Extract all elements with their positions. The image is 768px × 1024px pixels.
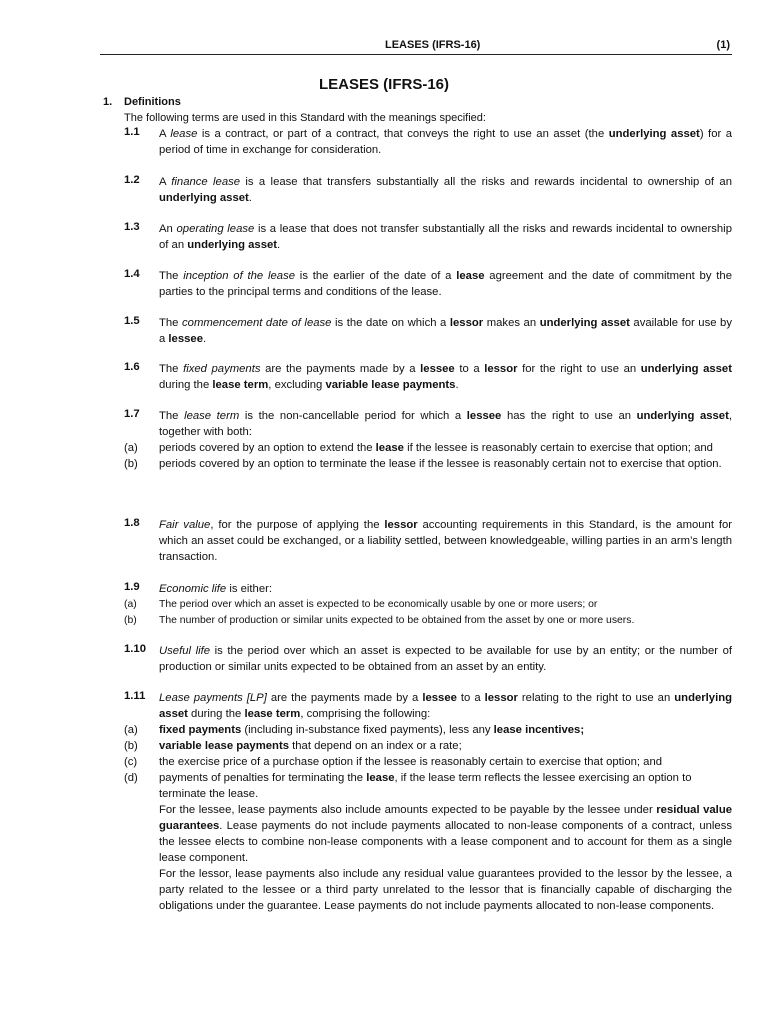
definition-1-11 [124, 690, 732, 914]
list-label: (a) [124, 724, 138, 736]
bold-term: lessor [484, 363, 518, 375]
def-text: , excluding [268, 379, 326, 391]
def-text: is either: [226, 583, 273, 595]
bold-term: residual value guarantees [159, 804, 733, 832]
def-text: A [159, 128, 171, 140]
defined-term: finance lease [171, 176, 241, 188]
bold-term: lease incentives; [493, 724, 585, 736]
list-text: The period over which an asset is expected to be economically usable by one or more users; or [159, 599, 598, 610]
list-item [124, 770, 732, 802]
bold-term: variable lease payments [325, 379, 456, 391]
list-text: The number of production or similar units expected to be obtained from the asset by one or more users. [159, 615, 635, 626]
list-label: (d) [124, 772, 138, 784]
definition-1-4 [124, 268, 732, 300]
bold-term: lessee [420, 363, 455, 375]
bold-term: lessee [422, 692, 457, 704]
list-text: , if the lease term reflects the lessee exercising an option to terminate the lease. [159, 772, 692, 800]
definition-number: 1.3 [124, 221, 140, 233]
def-text: , for the purpose of applying the [210, 519, 385, 531]
bold-term: underlying asset [539, 317, 630, 329]
definition-1-8 [124, 517, 732, 565]
def-text: are the payments made by a [260, 363, 421, 375]
definition-1-1 [124, 126, 732, 158]
def-text: makes an [483, 317, 540, 329]
def-text: A [159, 176, 172, 188]
bold-term: lessor [384, 519, 418, 531]
def-text: , comprising the following: [300, 708, 431, 720]
definition-1-10 [124, 643, 732, 675]
defined-term: lease [170, 128, 198, 140]
header-title: LEASES (IFRS-16) [385, 39, 481, 51]
def-text: available for use by a [159, 317, 732, 345]
defined-term: inception of the lease [183, 270, 296, 282]
list-label: (b) [124, 615, 137, 626]
para-text: For the lessee, lease payments also include amounts expected to be payable by the lessee under [159, 804, 657, 816]
def-text: are the payments made by a [266, 692, 423, 704]
bold-term: fixed payments [159, 724, 242, 736]
def-text: The [159, 363, 184, 375]
def-text: relating to the right to use an [517, 692, 675, 704]
list-text: (including in-substance fixed payments), less any [241, 724, 494, 736]
defined-term: operating lease [176, 223, 255, 235]
bold-term: lessee [168, 333, 203, 345]
definition-number: 1.2 [124, 174, 140, 186]
bold-term: lease [366, 772, 395, 784]
definition-number: 1.8 [124, 517, 140, 529]
def-text: is the date on which a [331, 317, 450, 329]
definition-1-7 [124, 408, 732, 472]
defined-term: commencement date of lease [182, 317, 332, 329]
definition-1-9 [124, 581, 732, 629]
def-text: for the right to use an [517, 363, 641, 375]
def-text: is a lease that does not transfer substantially all the risks and rewards incidental to ownership of an [159, 223, 732, 251]
defined-term: lease term [184, 410, 240, 422]
definition-number: 1.7 [124, 408, 140, 420]
list-item [124, 754, 732, 770]
bold-term: lease term [212, 379, 269, 391]
bold-term: underlying asset [640, 363, 732, 375]
definition-1-6 [124, 361, 732, 393]
defined-term: Lease payments [LP] [159, 692, 267, 704]
def-text: is a contract, or part of a contract, that conveys the right to use an asset (the [197, 128, 609, 140]
def-text: . [202, 333, 207, 345]
list-text: periods covered by an option to extend the [159, 442, 376, 454]
running-header [100, 38, 732, 55]
def-text: to a [456, 692, 485, 704]
section-title: Definitions [124, 96, 181, 108]
lessee-paragraph [159, 802, 732, 866]
def-text: . [248, 192, 252, 204]
def-text: during the [187, 708, 245, 720]
section-intro: The following terms are used in this Standard with the meanings specified: [124, 112, 486, 124]
list-item [124, 738, 732, 754]
definition-number: 1.11 [124, 690, 146, 702]
def-text: is the earlier of the date of a [295, 270, 457, 282]
def-text: The [159, 317, 183, 329]
section-number: 1. [103, 96, 113, 108]
bold-term: lease term [244, 708, 301, 720]
def-text: has the right to use an [501, 410, 637, 422]
list-text: that depend on an index or a rate; [289, 740, 462, 752]
def-text: agreement and the date of commitment by the parties to the principal terms and conditions of the lease. [159, 270, 732, 298]
def-text: ) for a period of time in exchange for consideration. [159, 128, 732, 156]
def-text: , together with both: [159, 410, 732, 438]
def-text: . [455, 379, 459, 391]
list-item [124, 456, 732, 472]
defined-term: Economic life [159, 583, 227, 595]
list-item [124, 722, 732, 738]
bold-term: lease [375, 442, 404, 454]
def-text: The [159, 270, 184, 282]
def-text: is the non-cancellable period for which a [239, 410, 467, 422]
list-text: if the lessee is reasonably certain to exercise that option; and [403, 442, 713, 454]
list-text: payments of penalties for terminating the [159, 772, 367, 784]
definition-number: 1.4 [124, 268, 140, 280]
defined-term: fixed payments [183, 363, 261, 375]
para-text: . Lease payments do not include payments allocated to non-lease components of a contract, unless the lessee elects to combine non-lease components with a lease component and to account for them as a single lease component. [159, 820, 732, 864]
definition-1-5 [124, 315, 732, 347]
lessor-paragraph: For the lessor, lease payments also include any residual value guarantees provided to the lessor by the lessee, a party related to the lessee or a third party unrelated to the lessor that is financially capable of discharging the obligations under the guarantee. Lease payments do not include payments allocated to non-lease components. [159, 868, 732, 912]
list-item [124, 440, 732, 456]
bold-term: underlying asset [159, 192, 249, 204]
bold-term: underlying asset [636, 410, 729, 422]
def-text: during the [159, 379, 213, 391]
bold-term: lease [456, 270, 485, 282]
bold-term: variable lease payments [159, 740, 289, 752]
list-text: the exercise price of a purchase option if the lessee is reasonably certain to exercise that option; and [159, 756, 663, 768]
bold-term: lessor [484, 692, 518, 704]
bold-term: lessor [449, 317, 484, 329]
list-text: periods covered by an option to terminate the lease if the lessee is reasonably certain not to exercise that option. [159, 458, 722, 470]
definition-1-2 [124, 174, 732, 206]
definition-number: 1.5 [124, 315, 140, 327]
def-text: is a lease that transfers substantially all the risks and rewards incidental to ownership of an [240, 176, 732, 188]
definition-1-3 [124, 221, 732, 253]
list-item [124, 597, 732, 613]
bold-term: underlying asset [187, 239, 278, 251]
definition-number: 1.10 [124, 643, 146, 655]
def-text: to a [454, 363, 485, 375]
def-text: accounting requirements in this Standard, is the amount for which an asset could be exchanged, or a liability settled, between knowledgeable, willing parties in an arm’s length transaction. [159, 519, 733, 563]
document-title: LEASES (IFRS-16) [318, 76, 450, 93]
def-text: An [159, 223, 177, 235]
bold-term: underlying asset [608, 128, 700, 140]
def-text: is the period over which an asset is expected to be available for use by an entity; or the number of production or similar units expected to be obtained from an asset by an entity. [159, 645, 732, 673]
defined-term: Fair value [159, 519, 211, 531]
list-label: (b) [124, 458, 138, 470]
defined-term: Useful life [159, 645, 211, 657]
list-label: (a) [124, 599, 137, 610]
definition-number: 1.6 [124, 361, 140, 373]
definition-number: 1.9 [124, 581, 140, 593]
bold-term: underlying asset [159, 692, 733, 720]
list-label: (c) [124, 756, 138, 768]
list-label: (a) [124, 442, 138, 454]
definition-number: 1.1 [124, 126, 140, 138]
header-page-number: (1) [716, 39, 730, 51]
def-text: The [159, 410, 185, 422]
bold-term: lessee [466, 410, 502, 422]
def-text: . [277, 239, 281, 251]
list-item [124, 613, 732, 629]
list-label: (b) [124, 740, 138, 752]
